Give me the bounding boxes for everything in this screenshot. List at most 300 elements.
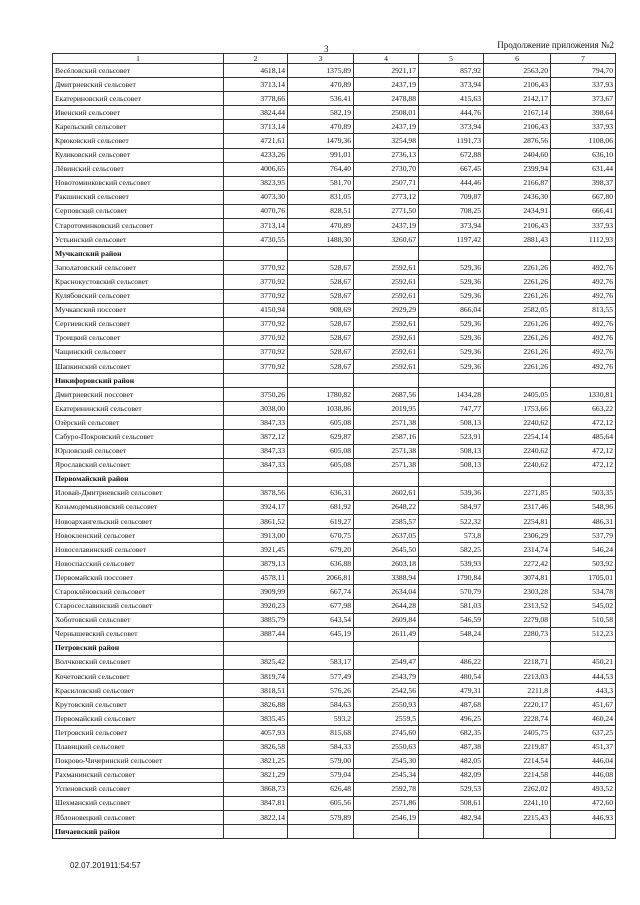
value-cell: 991,01: [288, 148, 354, 162]
value-cell: 2550,93: [354, 698, 419, 712]
value-cell: 2771,50: [354, 204, 419, 218]
table-row: [53, 261, 616, 275]
value-cell: 2929,29: [354, 303, 419, 317]
value-cell: 2876,56: [484, 134, 551, 148]
value-cell: 523,91: [419, 430, 484, 444]
value-cell: 2106,43: [484, 78, 551, 92]
value-cell: 2736,13: [354, 148, 419, 162]
value-cell: 2582,05: [484, 303, 551, 317]
value-cell: 1330,81: [551, 388, 616, 402]
value-cell: 492,76: [551, 359, 616, 373]
council-name: Серповский сельсовет: [53, 204, 224, 218]
value-cell: 1790,84: [419, 571, 484, 585]
value-cell: 546,24: [551, 543, 616, 557]
data-table: [52, 53, 616, 839]
value-cell: 2592,78: [354, 782, 419, 796]
council-name: Лёвинский сельсовет: [53, 162, 224, 176]
value-cell: [224, 641, 288, 655]
value-cell: 831,05: [288, 190, 354, 204]
value-cell: 522,32: [419, 515, 484, 529]
district-name: Мучкапский район: [53, 247, 224, 261]
table-row: [53, 768, 616, 782]
value-cell: 1038,86: [288, 402, 354, 416]
value-cell: 3921,45: [224, 543, 288, 557]
value-cell: 2228,74: [484, 712, 551, 726]
value-cell: [224, 825, 288, 839]
value-cell: 667,80: [551, 190, 616, 204]
value-cell: 3847,33: [224, 444, 288, 458]
council-name: Старотоминковский сельсовет: [53, 219, 224, 233]
value-cell: 908,69: [288, 303, 354, 317]
value-cell: 581,03: [419, 599, 484, 613]
value-cell: 663,22: [551, 402, 616, 416]
value-cell: 2142,17: [484, 92, 551, 106]
value-cell: 2437,19: [354, 219, 419, 233]
value-cell: 4073,30: [224, 190, 288, 204]
value-cell: 2261,26: [484, 317, 551, 331]
value-cell: 373,94: [419, 219, 484, 233]
value-cell: 605,56: [288, 796, 354, 810]
value-cell: 2542,56: [354, 684, 419, 698]
value-cell: 3826,88: [224, 698, 288, 712]
council-name: Яблоновецкий сельсовет: [53, 810, 224, 824]
value-cell: 3872,12: [224, 430, 288, 444]
table-row: [53, 106, 616, 120]
value-cell: 2399,94: [484, 162, 551, 176]
value-cell: [224, 247, 288, 261]
value-cell: 492,76: [551, 317, 616, 331]
council-name: Сабуро-Покровский сельсовет: [53, 430, 224, 444]
value-cell: 619,27: [288, 515, 354, 529]
value-cell: 1112,93: [551, 233, 616, 247]
value-cell: [288, 641, 354, 655]
value-cell: 536,41: [288, 92, 354, 106]
value-cell: 1434,28: [419, 388, 484, 402]
value-cell: 3770,92: [224, 345, 288, 359]
value-cell: 645,19: [288, 627, 354, 641]
value-cell: 398,37: [551, 176, 616, 190]
value-cell: 2648,22: [354, 500, 419, 514]
value-cell: 2215,43: [484, 810, 551, 824]
column-number: 5: [419, 54, 484, 64]
table-row: [53, 303, 616, 317]
value-cell: 643,54: [288, 613, 354, 627]
value-cell: 3847,33: [224, 416, 288, 430]
table-row: [53, 557, 616, 571]
value-cell: 636,88: [288, 557, 354, 571]
value-cell: [224, 374, 288, 388]
value-cell: 579,04: [288, 768, 354, 782]
value-cell: 2261,26: [484, 345, 551, 359]
value-cell: 2279,08: [484, 613, 551, 627]
table-row: [53, 289, 616, 303]
council-name: Ярославский сельсовет: [53, 458, 224, 472]
value-cell: 3770,92: [224, 317, 288, 331]
value-cell: 3826,58: [224, 740, 288, 754]
value-cell: 3713,14: [224, 219, 288, 233]
value-cell: 677,98: [288, 599, 354, 613]
value-cell: 584,63: [288, 698, 354, 712]
value-cell: 4057,93: [224, 726, 288, 740]
council-name: Козьмодемьяновский сельсовет: [53, 500, 224, 514]
value-cell: 2019,95: [354, 402, 419, 416]
value-cell: 508,13: [419, 458, 484, 472]
value-cell: 2262,02: [484, 782, 551, 796]
district-name: Никифоровский район: [53, 374, 224, 388]
table-row: [53, 190, 616, 204]
value-cell: [354, 641, 419, 655]
value-cell: 2609,84: [354, 613, 419, 627]
value-cell: 577,49: [288, 670, 354, 684]
table-row: [53, 627, 616, 641]
value-cell: 2478,88: [354, 92, 419, 106]
council-name: Плавицкий сельсовет: [53, 740, 224, 754]
value-cell: 2066,81: [288, 571, 354, 585]
value-cell: 813,55: [551, 303, 616, 317]
value-cell: 2240,62: [484, 458, 551, 472]
value-cell: [419, 472, 484, 486]
council-name: Хоботовский сельсовет: [53, 613, 224, 627]
value-cell: 2218,71: [484, 655, 551, 669]
value-cell: 3847,81: [224, 796, 288, 810]
value-cell: 2306,29: [484, 529, 551, 543]
value-cell: 337,93: [551, 78, 616, 92]
value-cell: 546,59: [419, 613, 484, 627]
council-name: Юрловский сельсовет: [53, 444, 224, 458]
table-row: [53, 331, 616, 345]
table-row: [53, 698, 616, 712]
value-cell: 2571,86: [354, 796, 419, 810]
value-cell: 2592,61: [354, 261, 419, 275]
council-name: Новотоминковский сельсовет: [53, 176, 224, 190]
table-row: [53, 219, 616, 233]
value-cell: 2314,74: [484, 543, 551, 557]
council-name: Новоселавинский сельсовет: [53, 543, 224, 557]
table-row: [53, 233, 616, 247]
value-cell: [288, 825, 354, 839]
value-cell: 2543,79: [354, 670, 419, 684]
value-cell: 3778,66: [224, 92, 288, 106]
value-cell: 3879,13: [224, 557, 288, 571]
value-cell: 3885,79: [224, 613, 288, 627]
table-row: [53, 444, 616, 458]
value-cell: 2261,26: [484, 331, 551, 345]
value-cell: 3868,73: [224, 782, 288, 796]
table-row: [53, 416, 616, 430]
value-cell: 629,87: [288, 430, 354, 444]
value-cell: 529,36: [419, 261, 484, 275]
value-cell: 528,67: [288, 275, 354, 289]
value-cell: 582,25: [419, 543, 484, 557]
district-row: [53, 825, 616, 839]
council-name: Успеновский сельсовет: [53, 782, 224, 796]
value-cell: 492,76: [551, 345, 616, 359]
value-cell: 3924,17: [224, 500, 288, 514]
value-cell: 857,92: [419, 64, 484, 78]
value-cell: 573,8: [419, 529, 484, 543]
table-row: [53, 585, 616, 599]
value-cell: 2881,43: [484, 233, 551, 247]
value-cell: 2261,26: [484, 261, 551, 275]
district-name: Пичаевский район: [53, 825, 224, 839]
footer-timestamp: 02.07.201911:54:57: [70, 861, 141, 870]
value-cell: 2405,75: [484, 726, 551, 740]
value-cell: 503,35: [551, 486, 616, 500]
value-cell: 2214,58: [484, 768, 551, 782]
council-name: Волчковский сельсовет: [53, 655, 224, 669]
value-cell: 337,93: [551, 219, 616, 233]
value-cell: 4233,26: [224, 148, 288, 162]
value-cell: 3821,25: [224, 754, 288, 768]
value-cell: 3909,99: [224, 585, 288, 599]
value-cell: 2585,57: [354, 515, 419, 529]
value-cell: 472,12: [551, 458, 616, 472]
value-cell: 2687,56: [354, 388, 419, 402]
value-cell: 373,94: [419, 78, 484, 92]
value-cell: 529,53: [419, 782, 484, 796]
value-cell: 3770,92: [224, 275, 288, 289]
value-cell: [484, 374, 551, 388]
value-cell: 480,54: [419, 670, 484, 684]
value-cell: [419, 825, 484, 839]
value-cell: 373,94: [419, 120, 484, 134]
table-row: [53, 64, 616, 78]
value-cell: 576,26: [288, 684, 354, 698]
value-cell: 866,04: [419, 303, 484, 317]
value-cell: 667,45: [419, 162, 484, 176]
value-cell: 472,12: [551, 416, 616, 430]
value-cell: 2634,04: [354, 585, 419, 599]
value-cell: [484, 247, 551, 261]
appendix-label: Продолжение приложения №2: [497, 40, 614, 50]
value-cell: 2550,63: [354, 740, 419, 754]
council-name: Иловай-Дмитриевский сельсовет: [53, 486, 224, 500]
value-cell: 373,67: [551, 92, 616, 106]
value-cell: 605,08: [288, 444, 354, 458]
value-cell: 1108,06: [551, 134, 616, 148]
value-cell: 631,44: [551, 162, 616, 176]
value-cell: 2434,91: [484, 204, 551, 218]
value-cell: 460,24: [551, 712, 616, 726]
council-name: Сергиевский сельсовет: [53, 317, 224, 331]
value-cell: 579,00: [288, 754, 354, 768]
council-name: Первомайский поссовет: [53, 571, 224, 585]
value-cell: 487,68: [419, 698, 484, 712]
column-number: 3: [288, 54, 354, 64]
value-cell: 2773,12: [354, 190, 419, 204]
value-cell: 472,60: [551, 796, 616, 810]
value-cell: 3819,74: [224, 670, 288, 684]
district-name: Первомайский район: [53, 472, 224, 486]
value-cell: 1191,73: [419, 134, 484, 148]
table-row: [53, 120, 616, 134]
value-cell: 548,24: [419, 627, 484, 641]
value-cell: 512,23: [551, 627, 616, 641]
column-number-row: [53, 54, 616, 64]
value-cell: 3713,14: [224, 78, 288, 92]
value-cell: 2571,38: [354, 458, 419, 472]
value-cell: 764,40: [288, 162, 354, 176]
value-cell: 510,58: [551, 613, 616, 627]
council-name: Старосеславинский сельсовет: [53, 599, 224, 613]
council-name: Чащинский сельсовет: [53, 345, 224, 359]
value-cell: 508,13: [419, 416, 484, 430]
value-cell: 2271,85: [484, 486, 551, 500]
value-cell: 636,10: [551, 148, 616, 162]
value-cell: 528,67: [288, 317, 354, 331]
value-cell: 2545,34: [354, 768, 419, 782]
value-cell: [484, 641, 551, 655]
column-number: 7: [551, 54, 616, 64]
value-cell: 2592,61: [354, 359, 419, 373]
column-number: 1: [53, 54, 224, 64]
council-name: Красиловский сельсовет: [53, 684, 224, 698]
value-cell: 3770,92: [224, 289, 288, 303]
value-cell: 528,67: [288, 331, 354, 345]
council-name: Троицкий сельсовет: [53, 331, 224, 345]
value-cell: 2167,14: [484, 106, 551, 120]
value-cell: 4150,94: [224, 303, 288, 317]
value-cell: 626,48: [288, 782, 354, 796]
value-cell: 528,67: [288, 261, 354, 275]
value-cell: 493,52: [551, 782, 616, 796]
value-cell: 667,74: [288, 585, 354, 599]
table-row: [53, 134, 616, 148]
value-cell: 529,36: [419, 331, 484, 345]
value-cell: 2214,54: [484, 754, 551, 768]
value-cell: 508,13: [419, 444, 484, 458]
council-name: Карельский сельсовет: [53, 120, 224, 134]
value-cell: 1375,89: [288, 64, 354, 78]
column-number: 4: [354, 54, 419, 64]
value-cell: 2272,42: [484, 557, 551, 571]
value-cell: 3920,23: [224, 599, 288, 613]
value-cell: 446,93: [551, 810, 616, 824]
value-cell: 2603,18: [354, 557, 419, 571]
value-cell: 3861,52: [224, 515, 288, 529]
value-cell: 605,08: [288, 458, 354, 472]
value-cell: 666,41: [551, 204, 616, 218]
value-cell: 636,31: [288, 486, 354, 500]
value-cell: 1753,66: [484, 402, 551, 416]
table-row: [53, 176, 616, 190]
value-cell: 444,76: [419, 106, 484, 120]
council-name: Куликовский сельсовет: [53, 148, 224, 162]
table-row: [53, 726, 616, 740]
council-name: Новокленский сельсовет: [53, 529, 224, 543]
page-number: 3: [324, 44, 329, 54]
table-row: [53, 78, 616, 92]
value-cell: 584,33: [288, 740, 354, 754]
value-cell: 3878,56: [224, 486, 288, 500]
value-cell: [551, 374, 616, 388]
council-name: Ивенский сельсовет: [53, 106, 224, 120]
value-cell: [419, 247, 484, 261]
council-name: Новоспасский сельсовет: [53, 557, 224, 571]
district-name: Петровский район: [53, 641, 224, 655]
value-cell: 2592,61: [354, 331, 419, 345]
council-name: Екатериновский сельсовет: [53, 92, 224, 106]
value-cell: 482,09: [419, 768, 484, 782]
value-cell: 2637,05: [354, 529, 419, 543]
value-cell: 482,05: [419, 754, 484, 768]
table-row: [53, 204, 616, 218]
value-cell: 681,92: [288, 500, 354, 514]
table-row: [53, 782, 616, 796]
council-name: Весёловский сельсовет: [53, 64, 224, 78]
value-cell: 679,20: [288, 543, 354, 557]
value-cell: 3824,44: [224, 106, 288, 120]
council-name: Заполатовский сельсовет: [53, 261, 224, 275]
value-cell: 2313,52: [484, 599, 551, 613]
value-cell: 2261,26: [484, 359, 551, 373]
value-cell: [419, 641, 484, 655]
council-name: Чернышевский сельсовет: [53, 627, 224, 641]
value-cell: 2437,19: [354, 120, 419, 134]
value-cell: 4006,65: [224, 162, 288, 176]
value-cell: 2592,61: [354, 345, 419, 359]
value-cell: 2644,28: [354, 599, 419, 613]
value-cell: 2546,19: [354, 810, 419, 824]
value-cell: 2211,8: [484, 684, 551, 698]
value-cell: 2587,16: [354, 430, 419, 444]
value-cell: 593,2: [288, 712, 354, 726]
value-cell: 3887,44: [224, 627, 288, 641]
value-cell: 470,89: [288, 78, 354, 92]
value-cell: 529,36: [419, 359, 484, 373]
value-cell: 581,70: [288, 176, 354, 190]
value-cell: 2166,87: [484, 176, 551, 190]
value-cell: 3038,00: [224, 402, 288, 416]
value-cell: 508,61: [419, 796, 484, 810]
value-cell: 444,53: [551, 670, 616, 684]
table-row: [53, 92, 616, 106]
value-cell: [551, 641, 616, 655]
value-cell: 2254,81: [484, 515, 551, 529]
council-name: Кочетовский сельсовет: [53, 670, 224, 684]
district-row: [53, 641, 616, 655]
value-cell: 492,76: [551, 261, 616, 275]
value-cell: 3260,67: [354, 233, 419, 247]
value-cell: 337,93: [551, 120, 616, 134]
value-cell: 2745,60: [354, 726, 419, 740]
council-name: Озёрский сельсовет: [53, 416, 224, 430]
value-cell: 548,96: [551, 500, 616, 514]
value-cell: 2219,87: [484, 740, 551, 754]
value-cell: 637,25: [551, 726, 616, 740]
value-cell: 486,22: [419, 655, 484, 669]
value-cell: 3825,42: [224, 655, 288, 669]
value-cell: 2437,19: [354, 78, 419, 92]
value-cell: 492,76: [551, 275, 616, 289]
value-cell: 2592,61: [354, 317, 419, 331]
value-cell: 3388,94: [354, 571, 419, 585]
value-cell: 479,31: [419, 684, 484, 698]
table-row: [53, 543, 616, 557]
value-cell: 2254,14: [484, 430, 551, 444]
value-cell: 451,37: [551, 740, 616, 754]
value-cell: 3823,95: [224, 176, 288, 190]
value-cell: 2240,62: [484, 416, 551, 430]
table-row: [53, 599, 616, 613]
value-cell: 2730,70: [354, 162, 419, 176]
value-cell: 1488,30: [288, 233, 354, 247]
value-cell: 3818,51: [224, 684, 288, 698]
value-cell: 2405,05: [484, 388, 551, 402]
value-cell: 2592,61: [354, 275, 419, 289]
value-cell: 2213,03: [484, 670, 551, 684]
value-cell: 446,04: [551, 754, 616, 768]
